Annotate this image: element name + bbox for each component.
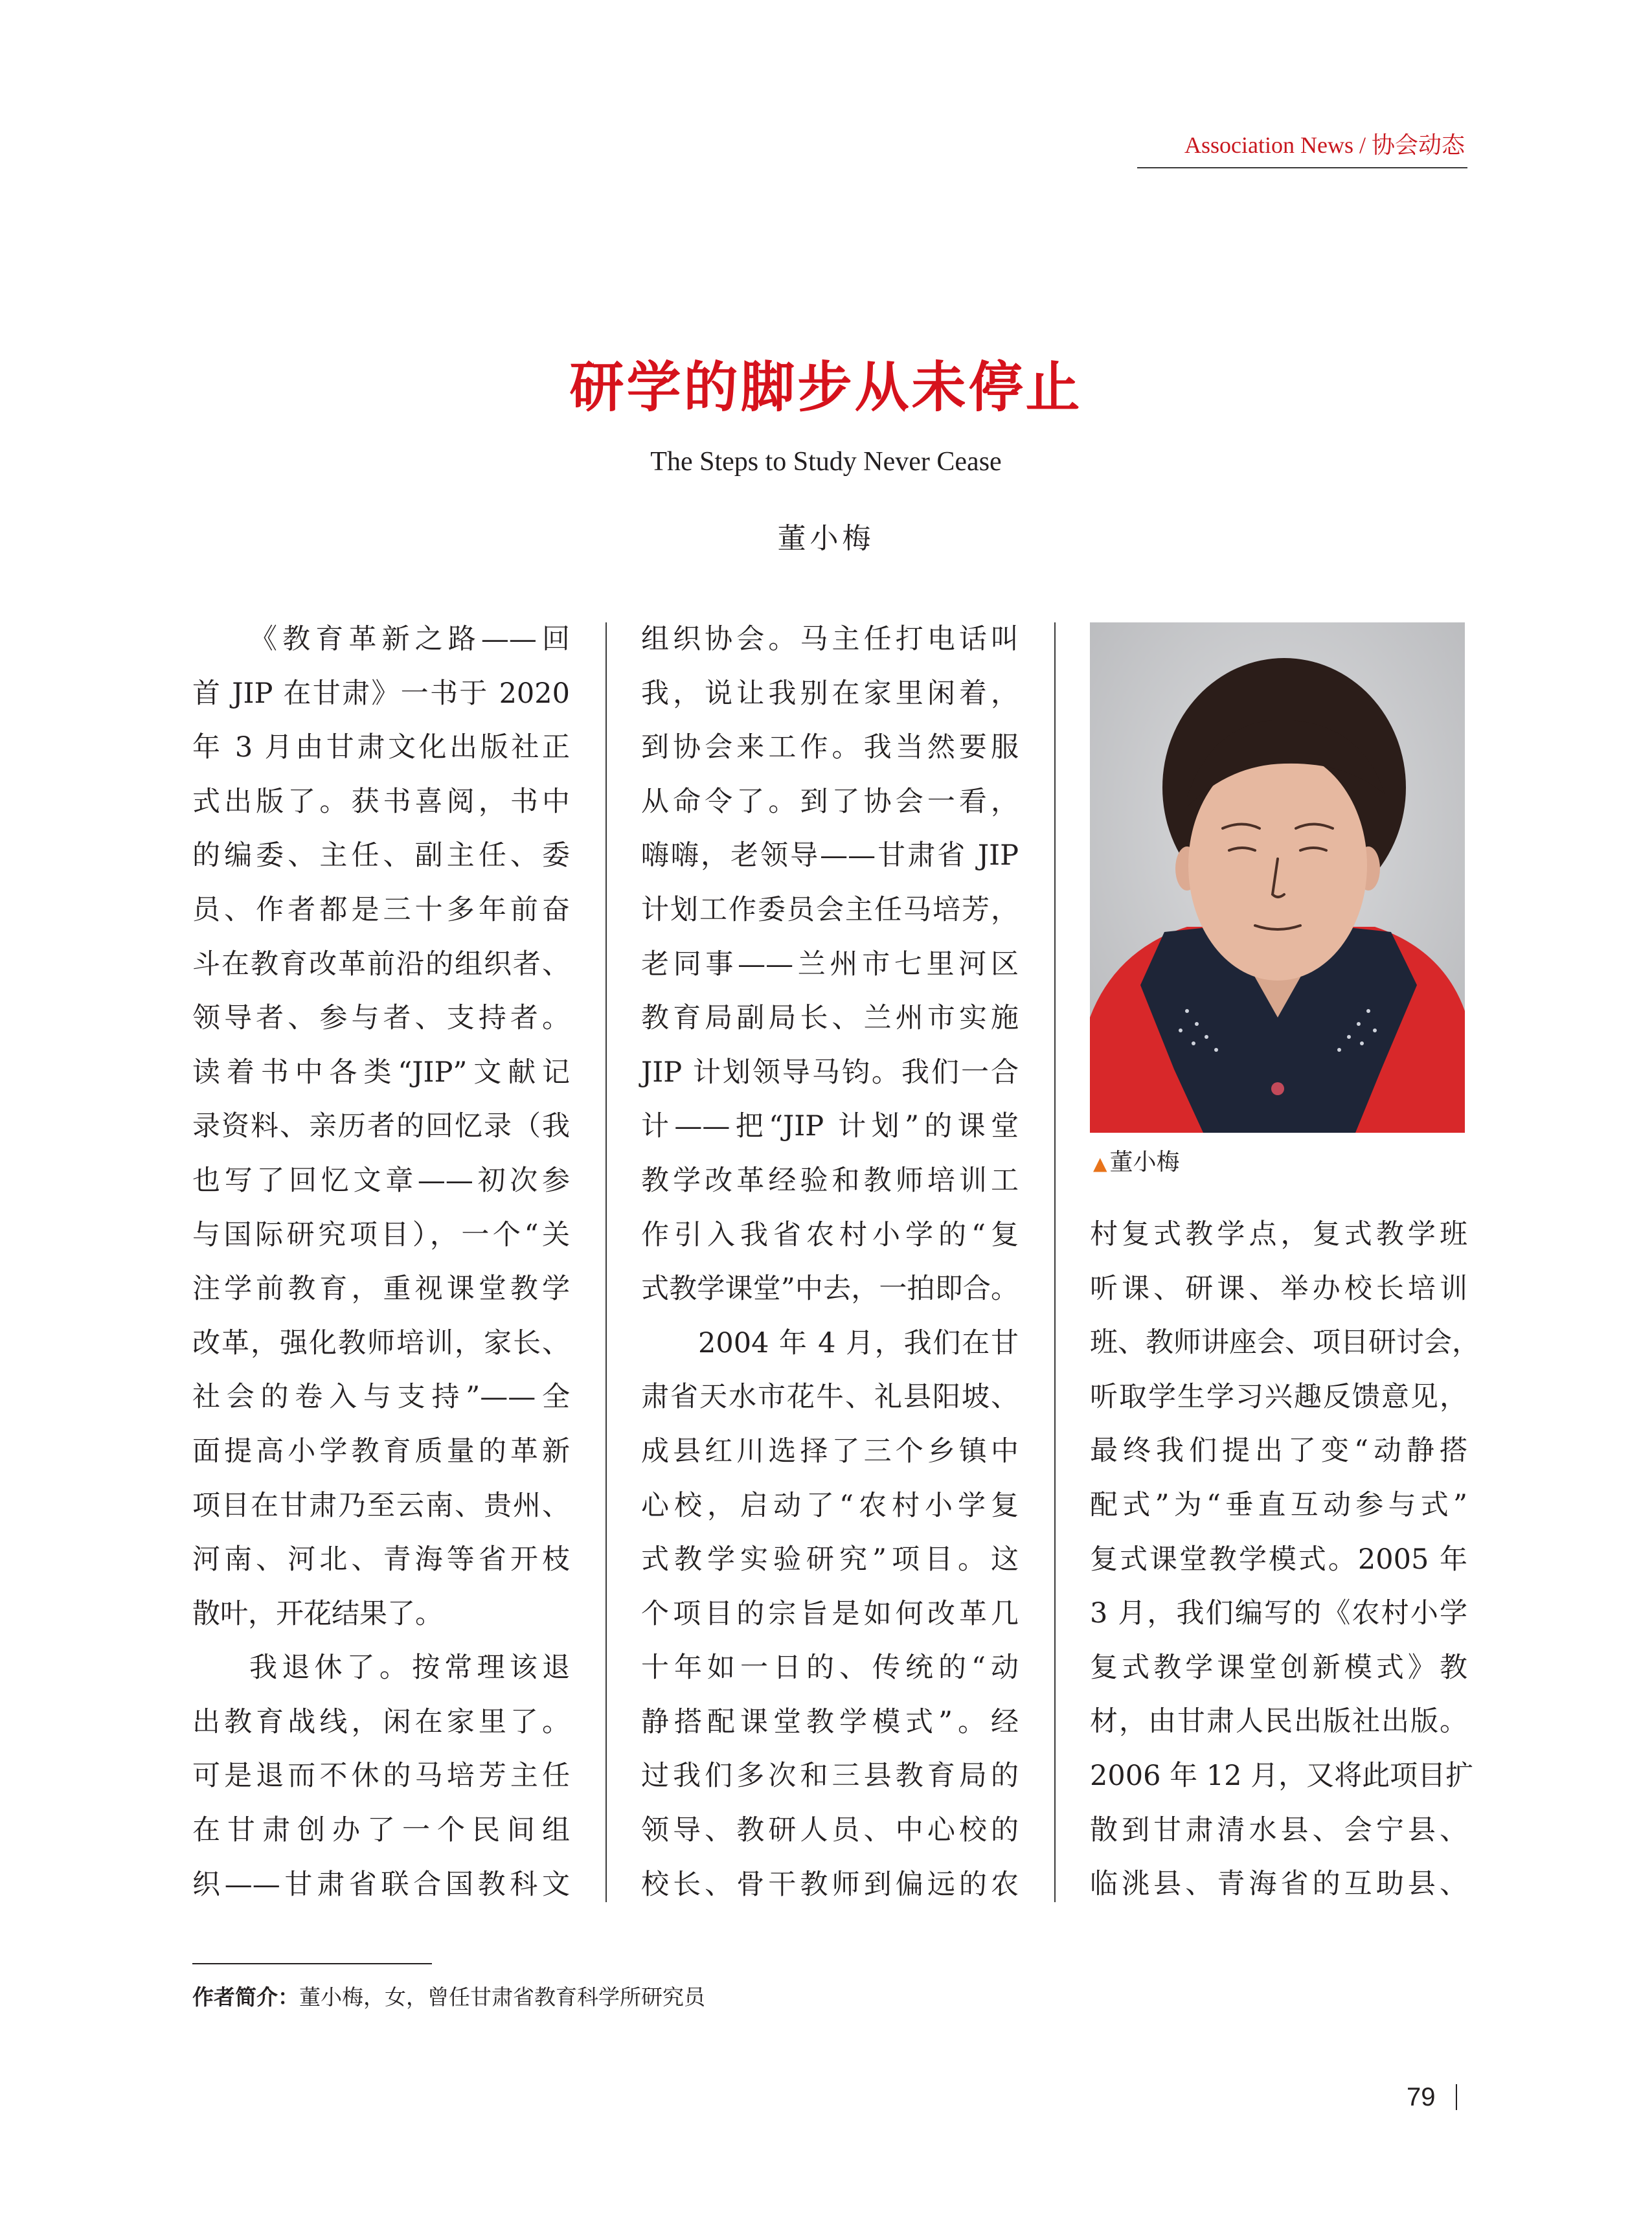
text-line: 录资料、亲历者的回忆录（我 xyxy=(192,1110,570,1143)
text-line: 的编委、主任、副主任、委 xyxy=(192,839,570,872)
text-line: 3 月，我们编写的《农村小学 xyxy=(1090,1597,1467,1630)
page-number-bar xyxy=(1456,2084,1457,2110)
text-line: 作引入我省农村小学的“复 xyxy=(641,1218,1019,1251)
text-line: 过我们多次和三县教育局的 xyxy=(641,1760,1019,1793)
text-line: 散叶，开花结果了。 xyxy=(192,1597,443,1630)
body-column-1 xyxy=(192,613,570,1912)
text-line: 式教学课堂”中去，一拍即合。 xyxy=(641,1273,1019,1306)
portrait-caption xyxy=(1093,1150,1180,1177)
author-bio-footnote xyxy=(192,1984,705,2010)
footnote-label: 作者简介： xyxy=(192,1984,299,2010)
text-line: 河南、河北、青海等省开枝 xyxy=(192,1543,570,1576)
text-line: 十年如一日的、传统的“动 xyxy=(641,1652,1019,1685)
text-line: 年 3 月由甘肃文化出版社正 xyxy=(192,731,570,764)
text-line: 式教学实验研究”项目。这 xyxy=(641,1543,1019,1576)
text-line: 斗在教育改革前沿的组织者、 xyxy=(192,948,570,981)
text-line: 《教育革新之路——回 xyxy=(249,623,570,655)
text-line: 班、教师讲座会、项目研讨会， xyxy=(1090,1326,1480,1359)
text-line: 领导、教研人员、中心校的 xyxy=(641,1814,1019,1847)
text-line: JIP 计划领导马钧。我们一合 xyxy=(641,1056,1019,1089)
body-column-2 xyxy=(641,613,1019,1912)
text-line: 式出版了。获书喜阅，书中 xyxy=(192,785,570,818)
header-rule xyxy=(1137,167,1467,168)
text-line: 读着书中各类“JIP”文献记 xyxy=(192,1056,570,1089)
text-line: 我，说让我别在家里闲着， xyxy=(641,677,1019,710)
text-line: 听课、研课、举办校长培训 xyxy=(1090,1272,1467,1305)
text-line: 从命令了。到了协会一看， xyxy=(641,785,1019,818)
article-subtitle: The Steps to Study Never Cease xyxy=(650,447,1002,477)
text-line: 计划工作委员会主任马培芳， xyxy=(641,893,1019,926)
caption-text: 董小梅 xyxy=(1109,1149,1180,1175)
text-line: 领导者、参与者、支持者。 xyxy=(192,1002,570,1035)
text-line: 社会的卷入与支持”——全 xyxy=(192,1381,570,1414)
text-line: 成县红川选择了三个乡镇中 xyxy=(641,1435,1019,1468)
text-line: 校长、骨干教师到偏远的农 xyxy=(641,1868,1019,1901)
text-line: 配式”为“垂直互动参与式” xyxy=(1090,1488,1467,1521)
text-line: 组织协会。马主任打电话叫 xyxy=(641,623,1019,655)
footnote-text: 董小梅，女，曾任甘肃省教育科学所研究员 xyxy=(299,1984,705,2010)
text-line: 老同事——兰州市七里河区 xyxy=(641,948,1019,981)
text-line: 可是退而不休的马培芳主任 xyxy=(192,1760,570,1793)
text-line: 复式课堂教学模式。2005 年 xyxy=(1090,1543,1467,1576)
text-line: 2004 年 4 月，我们在甘 xyxy=(698,1326,1019,1359)
text-line: 散到甘肃清水县、会宁县、 xyxy=(1090,1813,1467,1846)
text-line: 我退休了。按常理该退 xyxy=(249,1652,570,1685)
article-title: 研学的脚步从未停止 xyxy=(569,356,1083,419)
text-line: 项目在甘肃乃至云南、贵州、 xyxy=(192,1489,570,1522)
text-line: 在甘肃创办了一个民间组 xyxy=(192,1814,570,1847)
blouse-button xyxy=(1271,1082,1284,1095)
portrait-image xyxy=(1090,622,1465,1133)
text-line: 听取学生学习兴趣反馈意见， xyxy=(1090,1380,1467,1413)
text-line: 织——甘肃省联合国教科文 xyxy=(192,1868,570,1901)
text-line: 员、作者都是三十多年前奋 xyxy=(192,893,570,926)
text-line: 教学改革经验和教师培训工 xyxy=(641,1164,1019,1197)
text-line: 注学前教育，重视课堂教学 xyxy=(192,1273,570,1306)
text-line: 嗨嗨，老领导——甘肃省 JIP xyxy=(641,839,1019,872)
text-line: 2006 年 12 月，又将此项目扩 xyxy=(1090,1759,1474,1792)
footnote-rule xyxy=(192,1963,432,1964)
text-line: 最终我们提出了变“动静搭 xyxy=(1090,1435,1467,1468)
text-line: 个项目的宗旨是如何改革几 xyxy=(641,1597,1019,1630)
text-line: 计——把“JIP 计划”的课堂 xyxy=(641,1110,1019,1143)
text-line: 教育局副局长、兰州市实施 xyxy=(641,1002,1019,1035)
page-number: 79 xyxy=(1407,2083,1436,2111)
text-line: 静搭配课堂教学模式”。经 xyxy=(641,1705,1019,1738)
text-line: 与国际研究项目），一个“关 xyxy=(192,1218,570,1251)
text-line: 心校，启动了“农村小学复 xyxy=(641,1489,1019,1522)
text-line: 改革，强化教师培训，家长、 xyxy=(192,1326,570,1359)
author-portrait-photo xyxy=(1090,622,1465,1133)
section-header: Association News / 协会动态 xyxy=(1184,132,1465,158)
column-divider xyxy=(605,622,607,1902)
text-line: 也写了回忆文章——初次参 xyxy=(192,1164,570,1197)
text-line: 面提高小学教育质量的革新 xyxy=(192,1435,570,1468)
article-author: 董小梅 xyxy=(777,522,875,555)
triangle-marker-icon: ▲ xyxy=(1093,1153,1107,1174)
column-divider xyxy=(1054,622,1056,1902)
text-line: 村复式教学点，复式教学班 xyxy=(1090,1218,1467,1251)
text-line: 复式教学课堂创新模式》教 xyxy=(1090,1651,1467,1684)
body-column-3 xyxy=(1090,1208,1480,1912)
text-line: 材，由甘肃人民出版社出版。 xyxy=(1090,1705,1467,1738)
text-line: 首 JIP 在甘肃》一书于 2020 xyxy=(192,677,570,710)
text-line: 出教育战线，闲在家里了。 xyxy=(192,1705,570,1738)
text-line: 肃省天水市花牛、礼县阳坡、 xyxy=(641,1381,1019,1414)
text-line: 临洮县、青海省的互助县、 xyxy=(1090,1868,1467,1901)
text-line: 到协会来工作。我当然要服 xyxy=(641,731,1019,764)
